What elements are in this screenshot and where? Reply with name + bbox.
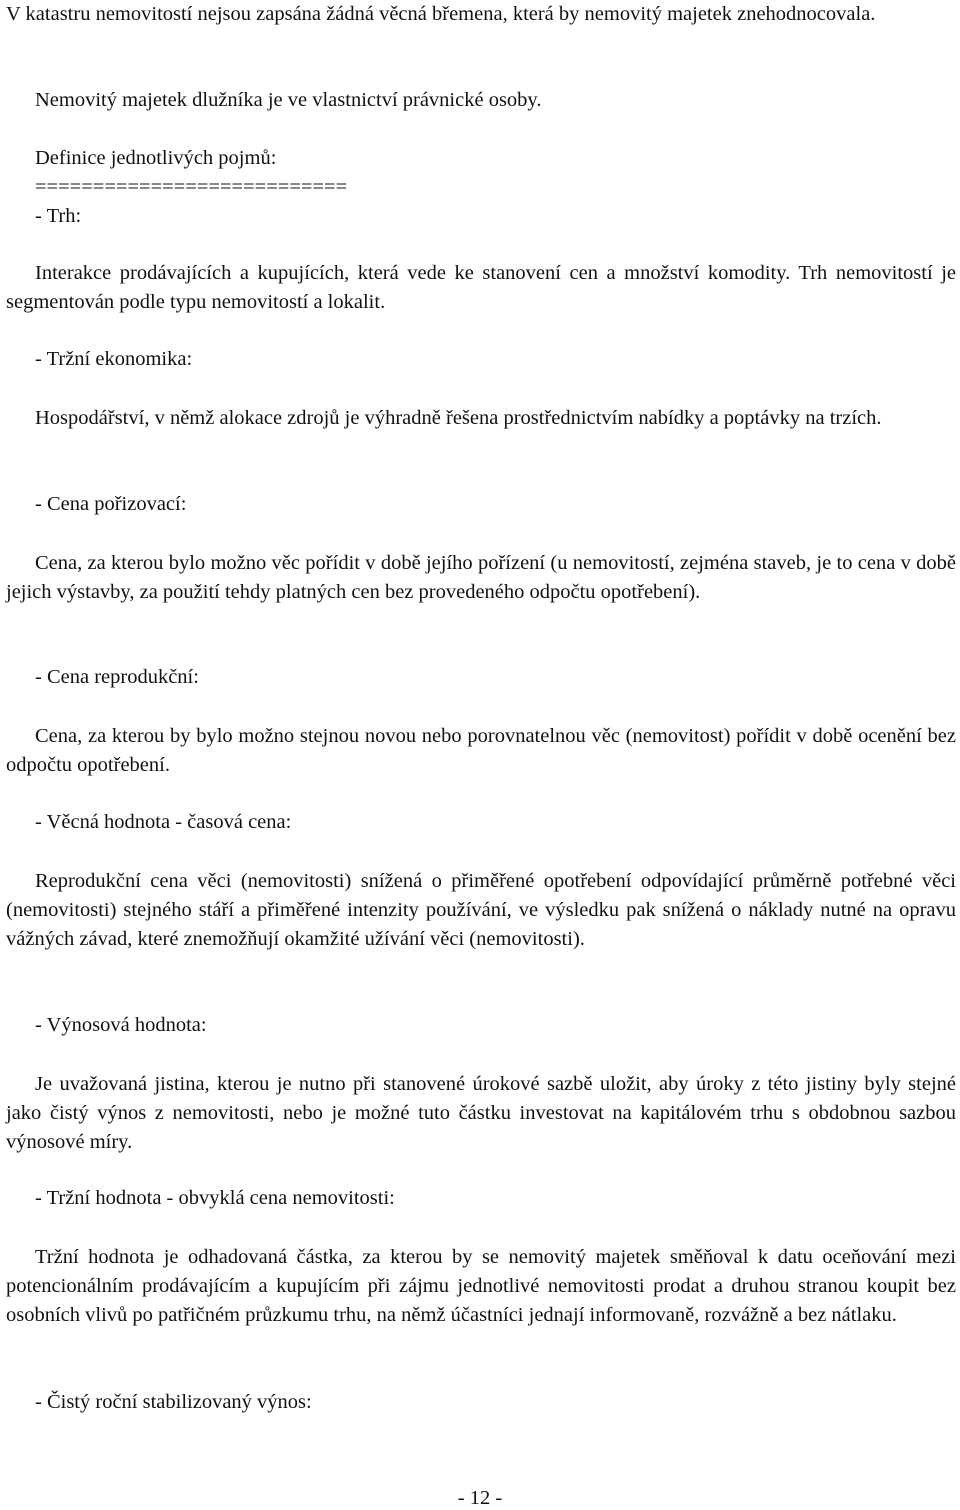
section-heading-vynosova-hodnota: - Výnosová hodnota: (35, 1014, 207, 1036)
intro-paragraph-easements: V katastru nemovitostí nejsou zapsána žádná věcná břemena, která by nemovitý majetek znehodnocovala. (6, 3, 876, 25)
section-text-vynosova-hodnota: Je uvažovaná jistina, kterou je nutno při stanovené úrokové sazbě uložit, aby úroky z této jistiny byly stejné jako čistý výnos z nemovitosti, nebo je možné tuto částku investovat na kapitálovém trhu s obdobnou sazbou výnosové míry. (6, 1073, 956, 1153)
section-heading-trzni-hodnota: - Tržní hodnota - obvyklá cena nemovitosti: (35, 1187, 395, 1209)
definitions-heading: Definice jednotlivých pojmů: (35, 147, 277, 169)
section-heading-trh: - Trh: (35, 205, 82, 227)
section-text-vecna-hodnota: Reprodukční cena věci (nemovitosti) snížená o přiměřené opotřebení odpovídající průměrně potřebné věci (nemovitosti) stejného stáří a přiměřené intenzity používání, ve výsledku pak snížená o náklady nutné na opravu vážných závad, které znemožňují okamžité užívání věci (nemovitosti). (6, 870, 956, 950)
section-text-cena-porizovaci: Cena, za kterou bylo možno věc pořídit v době jejího pořízení (u nemovitostí, zejména staveb, je to cena v době jejich výstavby, za použití tehdy platných cen bez provedeného odpočtu opotřebení). (6, 552, 956, 603)
intro-paragraph-ownership: Nemovitý majetek dlužníka je ve vlastnictví právnické osoby. (35, 89, 542, 111)
section-heading-vecna-hodnota: - Věcná hodnota - časová cena: (35, 811, 292, 833)
definitions-rule: =========================== (35, 176, 348, 198)
section-heading-cena-porizovaci: - Cena pořizovací: (35, 493, 187, 515)
section-text-trzni-ekonomika: Hospodářství, v němž alokace zdrojů je výhradně řešena prostřednictvím nabídky a poptávky na trzích. (35, 407, 882, 429)
section-heading-cisty-vynos: - Čistý roční stabilizovaný výnos: (35, 1391, 312, 1413)
section-text-trzni-hodnota: Tržní hodnota je odhadovaná částka, za kterou by se nemovitý majetek směňoval k datu oceňování mezi potencionálním prodávajícím a kupujícím při zájmu jednotlivé nemovitosti prodat a druhou stranou koupit bez osobních vlivů po patřičném průzkumu trhu, na němž účastníci jednají informovaně, rozvážně a bez nátlaku. (6, 1246, 956, 1326)
section-text-cena-reprodukcni: Cena, za kterou by bylo možno stejnou novou nebo porovnatelnou věc (nemovitost) pořídit v době ocenění bez odpočtu opotřebení. (6, 725, 956, 776)
section-heading-cena-reprodukcni: - Cena reprodukční: (35, 666, 199, 688)
section-heading-trzni-ekonomika: - Tržní ekonomika: (35, 348, 193, 370)
page-number: - 12 - (457, 1487, 503, 1509)
section-text-trh: Interakce prodávajících a kupujících, která vede ke stanovení cen a množství komodity. Trh nemovitostí je segmentován podle typu nemovitostí a lokalit. (6, 262, 956, 313)
